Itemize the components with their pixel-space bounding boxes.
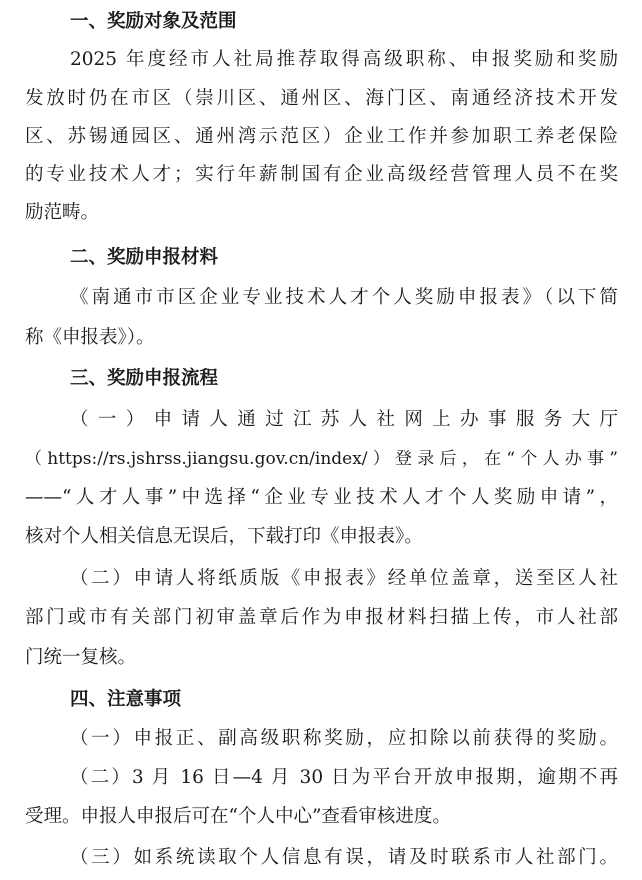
paragraph-line: 核对个人相关信息无误后，下载打印《申报表》。 [25,526,423,547]
paragraph-line: 的专业技术人才；实行年薪制国有企业高级经营管理人员不在奖 [25,164,618,185]
paragraph-line: 门统一复核。 [25,647,137,668]
section-heading-2: 二、奖励申报材料 [70,247,219,268]
paragraph-line: 《南通市市区企业专业技术人才个人奖励申报表》（以下简 [70,287,618,308]
paragraph-line: ——“人才人事”中选择“企业专业技术人才个人奖励申请”， [25,487,618,508]
paragraph-line: （一）申报正、副高级职称奖励，应扣除以前获得的奖励。 [70,728,618,749]
paragraph-line: （二）3 月 16 日—4 月 30 日为平台开放申报期，逾期不再 [70,767,618,788]
paragraph-line: （https://rs.jshrss.jiangsu.gov.cn/index/）登录后，在“个人办事” [25,449,618,469]
paragraph-line: 称《申报表》）。 [25,327,155,348]
paragraph-line: 部门或市有关部门初审盖章后作为申报材料扫描上传，市人社部 [25,607,618,628]
section-heading-1: 一、奖励对象及范围 [70,11,237,32]
paragraph-line: 区、苏锡通园区、通州湾示范区）企业工作并参加职工养老保险 [25,126,618,147]
section-heading-3: 三、奖励申报流程 [70,368,219,389]
paragraph-line: 受理。申报人申报后可在“个人中心”查看审核进度。 [25,806,451,827]
paragraph-line: （三）如系统读取个人信息有误，请及时联系市人社部门。 [70,847,618,868]
paragraph-line: （二）申请人将纸质版《申报表》经单位盖章，送至区人社 [70,568,618,589]
paragraph-line: 2025 年度经市人社局推荐取得高级职称、申报奖励和奖励 [70,49,618,70]
paragraph-line: 发放时仍在市区（崇川区、通州区、海门区、南通经济技术开发 [25,88,618,109]
paragraph-line: （一）申请人通过江苏人社网上办事服务大厅 [70,409,618,430]
section-heading-4: 四、注意事项 [70,689,182,710]
paragraph-line: 励范畴。 [25,202,100,223]
